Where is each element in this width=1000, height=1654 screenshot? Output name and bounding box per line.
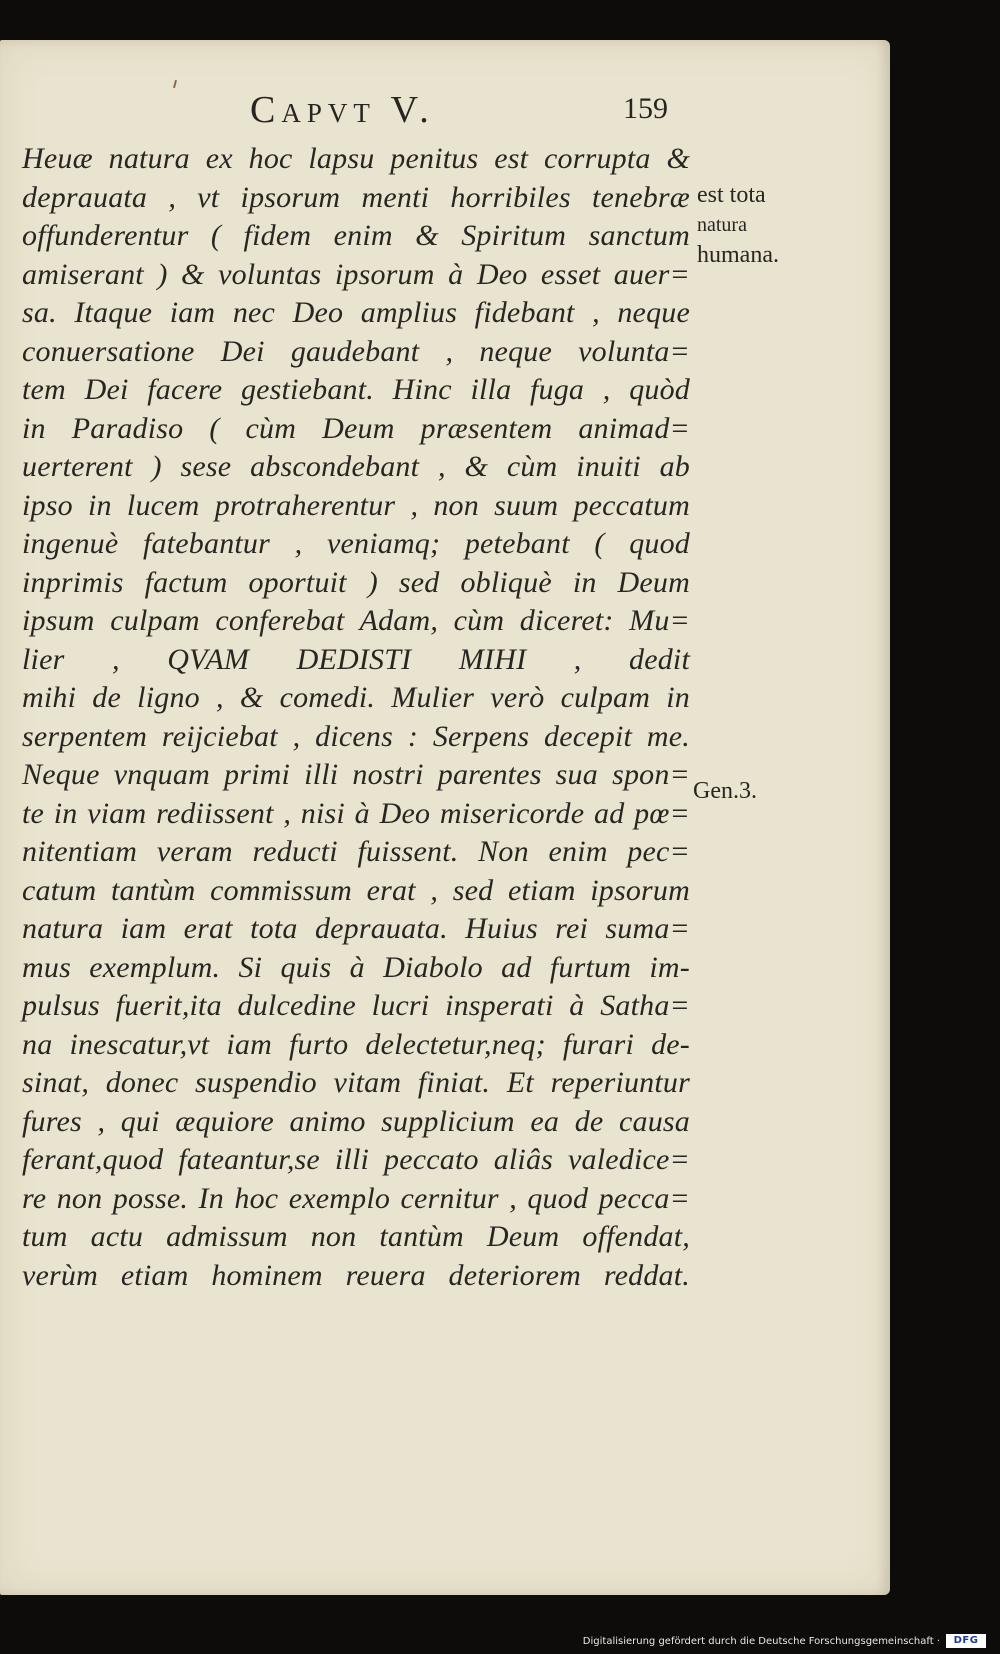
text-line: pulsus fuerit,ita dulcedine lucri insperati à Satha=	[22, 989, 690, 1022]
text-line: amiserant ) & voluntas ipsorum à Deo esset auer=	[22, 257, 690, 291]
margin-note-line: natura	[697, 214, 747, 236]
text-line: ipso in lucem protraherentur , non suum peccatum	[22, 488, 690, 522]
margin-note-line: humana.	[697, 242, 779, 268]
text-line: natura iam erat tota deprauata. Huius rei suma=	[22, 912, 690, 945]
text-line: offunderentur ( fidem enim & Spiritum sanctum	[22, 219, 690, 252]
body-text	[22, 140, 690, 1295]
text-line: re non posse. In hoc exemplo cernitur , quod pecca=	[22, 1181, 690, 1215]
text-line: sa. Itaque iam nec Deo amplius fidebant , neque	[22, 296, 690, 329]
text-line: conuersatione Dei gaudebant , neque volunta=	[22, 334, 690, 368]
text-line: ferant,quod fateantur,se illi peccato aliâs valedice=	[22, 1143, 690, 1176]
margin-note-reference: Gen.3.	[693, 778, 757, 804]
text-line: nitentiam veram reducti fuissent. Non enim pec=	[22, 835, 690, 868]
text-line: tum actu admissum non tantùm Deum offendat,	[22, 1220, 690, 1253]
text-line: lier , QVAM DEDISTI MIHI , dedit	[22, 642, 690, 676]
text-line: mus exemplum. Si quis à Diabolo ad furtum im-	[22, 950, 690, 984]
text-line: mihi de ligno , & comedi. Mulier verò culpam in	[22, 681, 690, 714]
text-line: verùm etiam hominem reuera deteriorem reddat.	[22, 1258, 690, 1292]
text-line: na inescatur,vt iam furto delectetur,neq; furari de-	[22, 1027, 690, 1061]
text-line: uerterent ) sese abscondebant , & cùm inuiti ab	[22, 450, 690, 483]
text-line: deprauata , vt ipsorum menti horribiles tenebræ	[22, 180, 690, 214]
margin-note	[697, 180, 779, 270]
text-line: Neque vnquam primi illi nostri parentes sua spon=	[22, 758, 690, 791]
text-line: fures , qui æquiore animo supplicium ea de causa	[22, 1104, 690, 1138]
digitization-credit: Digitalisierung gefördert durch die Deutsche Forschungsgemeinschaft ·	[582, 1636, 940, 1647]
dfg-logo: DFG	[946, 1634, 986, 1648]
margin-note-line: est tota	[697, 182, 766, 208]
ink-mark	[173, 80, 177, 88]
page-number: 159	[623, 92, 668, 125]
text-line: te in viam rediissent , nisi à Deo misericorde ad pœ=	[22, 796, 690, 830]
text-line: catum tantùm commissum erat , sed etiam ipsorum	[22, 873, 690, 907]
text-line: inprimis factum oportuit ) sed obliquè in Deum	[22, 565, 690, 599]
text-line: Heuæ natura ex hoc lapsu penitus est corrupta &	[22, 142, 690, 175]
text-line: ipsum culpam conferebat Adam, cùm diceret: Mu=	[22, 604, 690, 637]
text-line: serpentem reijciebat , dicens : Serpens decepit me.	[22, 719, 690, 753]
text-line: in Paradiso ( cùm Deum præsentem animad=	[22, 411, 690, 445]
text-line: ingenuè fatebantur , veniamq; petebant ( quod	[22, 527, 690, 560]
book-page	[0, 40, 890, 1595]
chapter-title: Capvt V.	[250, 89, 435, 131]
text-line: tem Dei facere gestiebant. Hinc illa fuga , quòd	[22, 373, 690, 406]
text-line: sinat, donec suspendio vitam finiat. Et reperiuntur	[22, 1066, 690, 1099]
